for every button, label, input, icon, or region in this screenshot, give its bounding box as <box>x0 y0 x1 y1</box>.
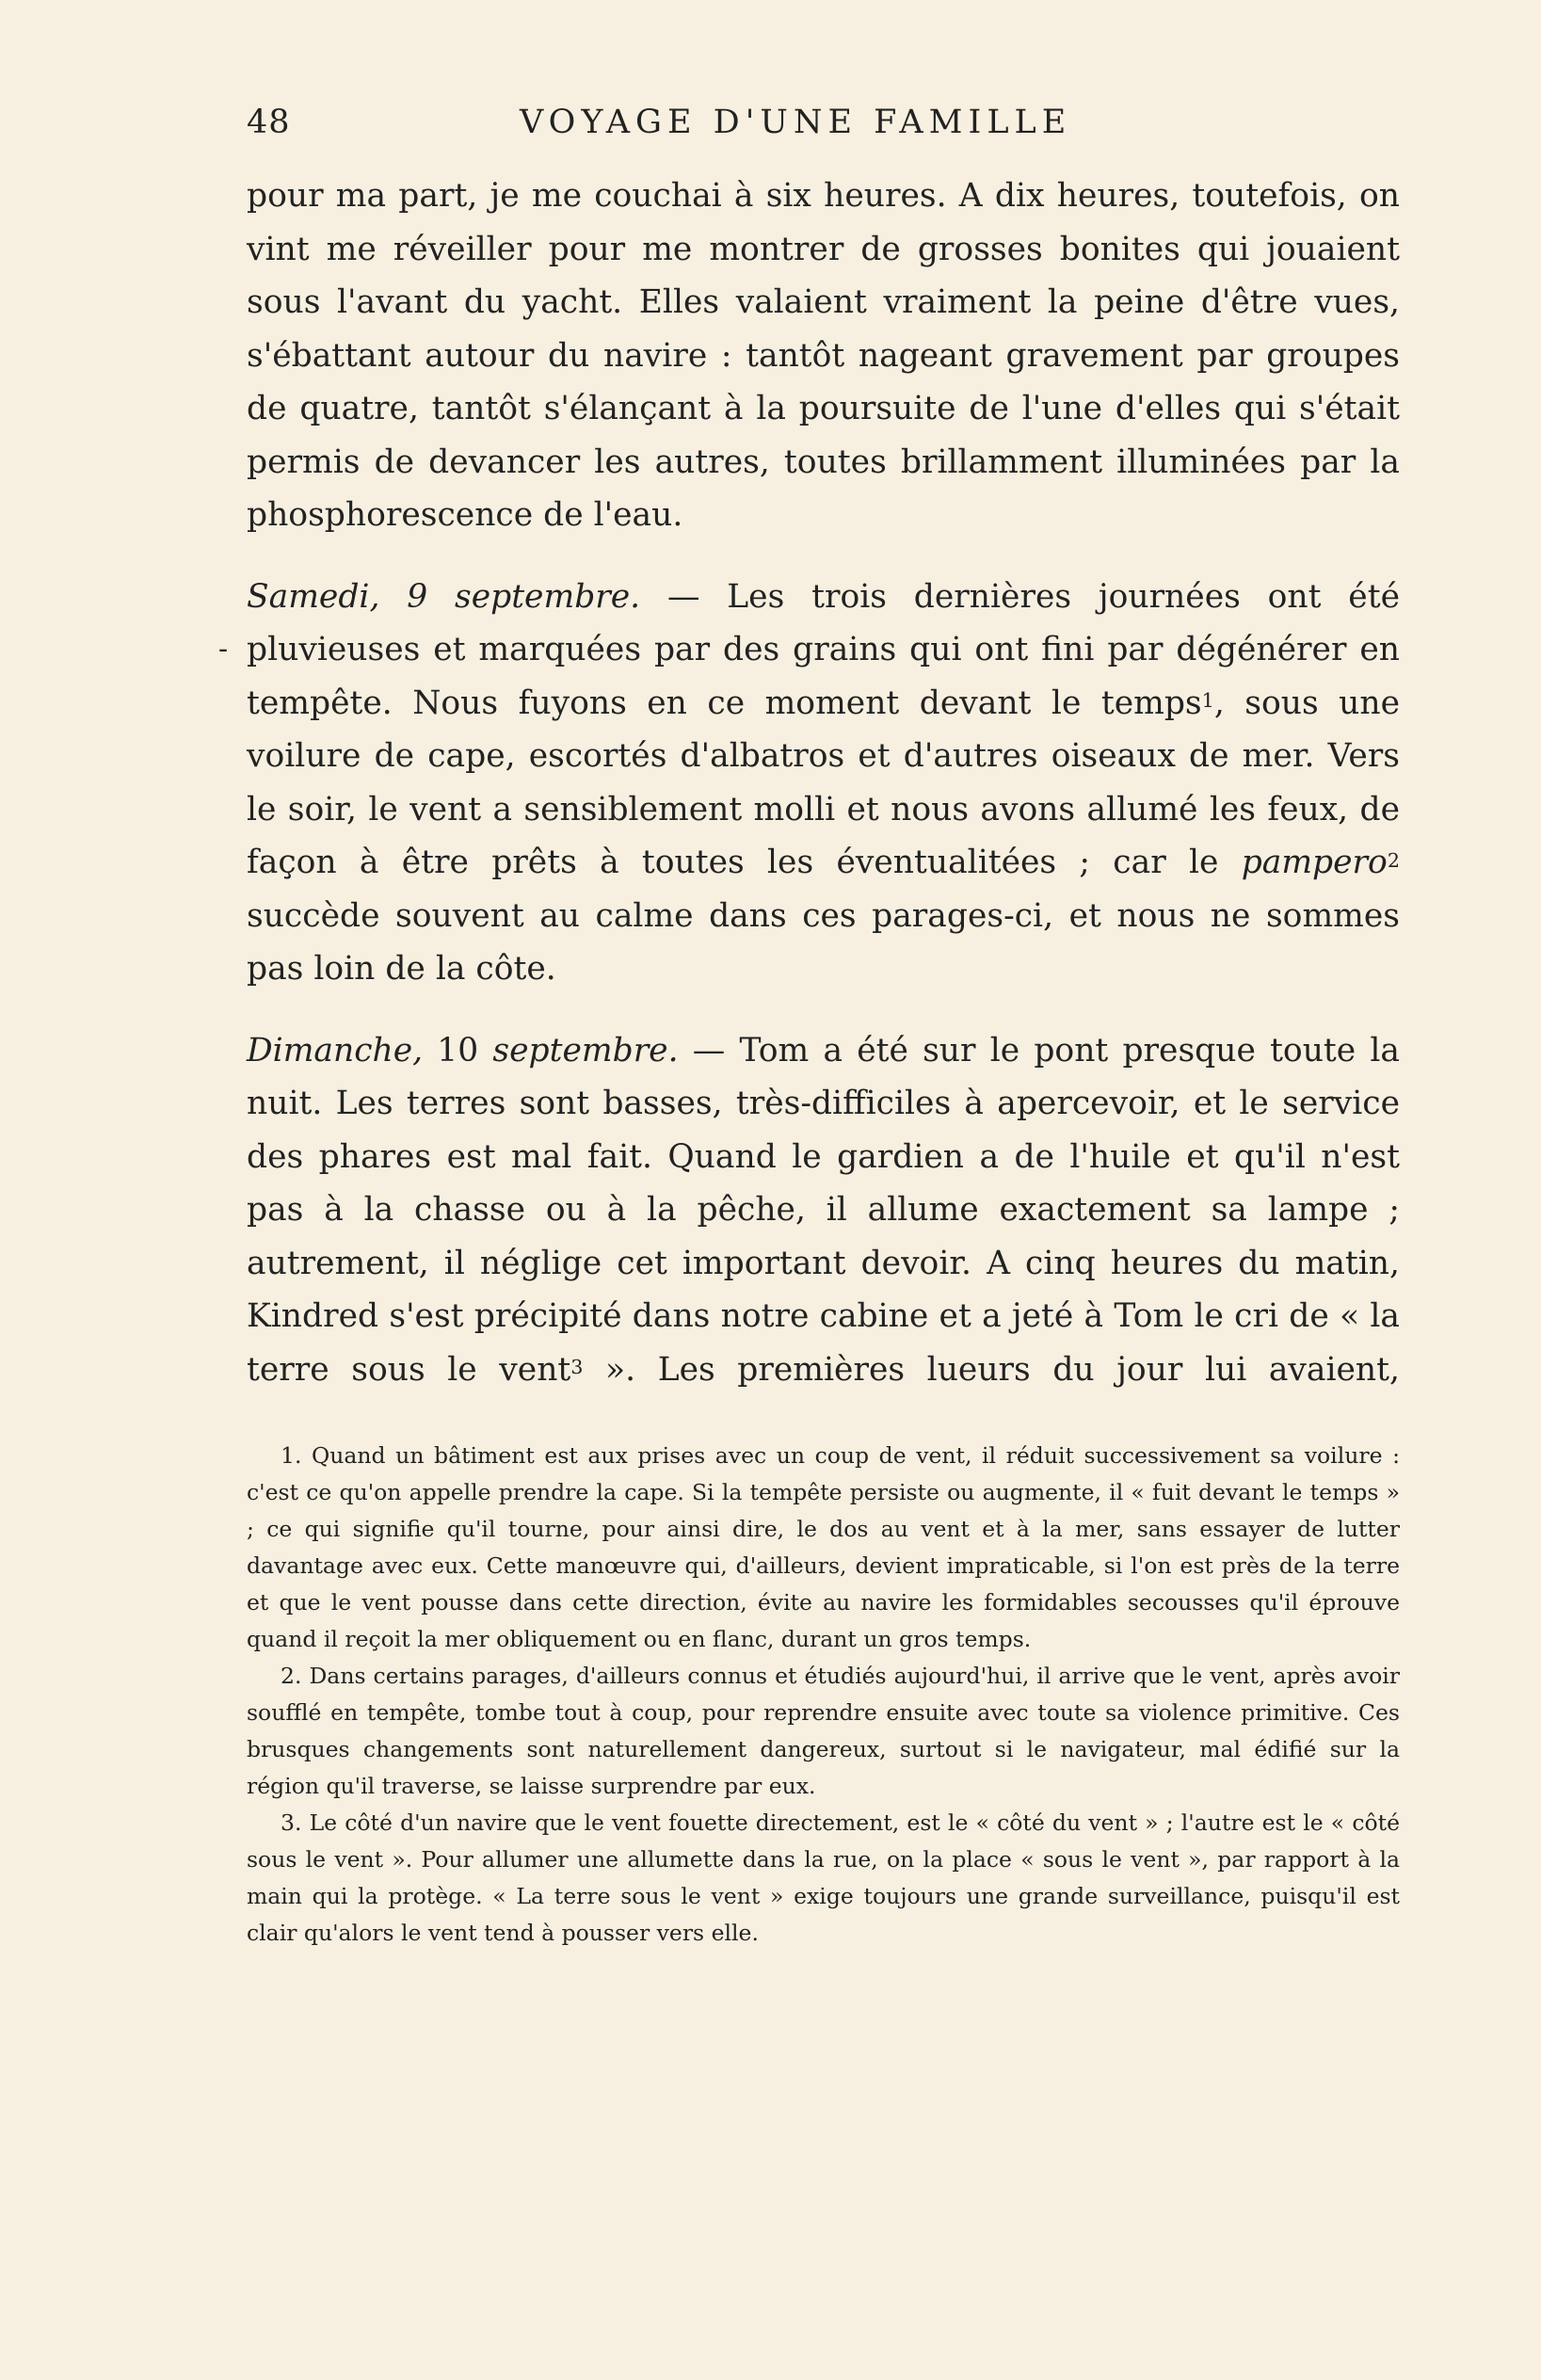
date-sunday-num: 10 <box>423 1031 493 1069</box>
page-header <box>247 104 1400 160</box>
date-saturday: Samedi, 9 septembre. <box>247 577 641 616</box>
saturday-text-b: , sous une voilure de cape, escortés d'albatros et d'autres oiseaux de mer. Vers le soir, le vent a sensiblement molli et nous avons allumé les feux, de façon à être prêts à toutes les éventualitées ; car le <box>247 683 1401 881</box>
paragraph-1: pour ma part, je me couchai à six heures. A dix heures, toutefois, on vint me réveiller pour me montrer de grosses bonites qui jouaient sous l'avant du yacht. Elles valaient vraiment la peine d'être vues, s'ébattant autour du navire : tantôt nageant gravement par groupes de quatre, tantôt s'élançant à la poursuite de l'une d'elles qui s'était permis de devancer les autres, toutes brillamment illuminées par la phosphorescence de l'eau. <box>247 177 1400 534</box>
running-title: VOYAGE D'UNE FAMILLE <box>520 104 1072 141</box>
body-text <box>218 169 1401 1396</box>
footnote-1: 1. Quand un bâtiment est aux prises avec un coup de vent, il réduit successivement sa voilure : c'est ce qu'on appelle prendre la cape. Si la tempête persiste ou augmente, il « fuit devant le temps » ; ce qui signifie qu'il tourne, pour ainsi dire, le dos au vent et à la mer, sans essayer de lutter davantage avec eux. Cette manœuvre qui, d'ailleurs, devient impraticable, si l'on est près de la terre et que le vent pousse dans cette direction, évite au navire les formidables secousses qu'il éprouve quand il reçoit la mer obliquement ou en flanc, durant un gros temps. <box>247 1442 1400 1652</box>
saturday-text-a: — Les trois dernières journées ont été pluvieuses et marquées par des grains qui ont fini par dégénérer en tempête. Nous fuyons en ce moment devant le temps <box>247 577 1400 722</box>
date-sunday-day: Dimanche, <box>247 1031 424 1069</box>
paragraph-sunday <box>247 1024 1400 1397</box>
footnote-ref-1: 1 <box>1201 689 1214 713</box>
sunday-text-a: — Tom a été sur le pont presque toute la nuit. Les terres sont basses, très-difficiles à apercevoir, et le service des phares est mal fait. Quand le gardien a de l'huile et qu'il n'est pas à la chasse ou à la pêche, il allume exactement sa lampe ; autrement, il néglige cet important devoir. A cinq heures du matin, Kindred s'est précipité dans notre cabine et a jeté à Tom le cri de « la terre sous le vent <box>247 1031 1400 1389</box>
footnotes <box>247 1438 1400 1952</box>
date-sunday-month: septembre. <box>492 1031 679 1069</box>
footnote-3: 3. Le côté d'un navire que le vent fouette directement, est le « côté du vent » ; l'autre est le « côté sous le vent ». Pour allumer une allumette dans la rue, on la place « sous le vent », par rapport à la main qui la protège. « La terre sous le vent » exige toujours une grande surveillance, puisqu'il est clair qu'alors le vent tend à pousser vers elle. <box>247 1809 1400 1946</box>
saturday-text-c: succède souvent au calme dans ces parages-ci, et nous ne sommes pas loin de la côte. <box>247 896 1400 988</box>
footnote-ref-2: 2 <box>1387 848 1400 872</box>
margin-mark: - <box>218 632 229 666</box>
pampero-word: pampero <box>1241 844 1388 881</box>
footnote-2: 2. Dans certains parages, d'ailleurs connus et étudiés aujourd'hui, il arrive que le vent, après avoir soufflé en tempête, tombe tout à coup, pour reprendre ensuite avec toute sa violence primitive. Ces brusques changements sont naturellement dangereux, surtout si le navigateur, mal édifié sur la région qu'il traverse, se laisse surprendre par eux. <box>247 1663 1400 1799</box>
footnote-ref-3: 3 <box>570 1356 584 1379</box>
book-page <box>218 104 1401 1952</box>
sunday-text-b: ». Les premières lueurs du jour lui avaient, <box>583 1350 1400 1389</box>
paragraph-saturday <box>218 571 1401 996</box>
page-number: 48 <box>247 104 291 141</box>
